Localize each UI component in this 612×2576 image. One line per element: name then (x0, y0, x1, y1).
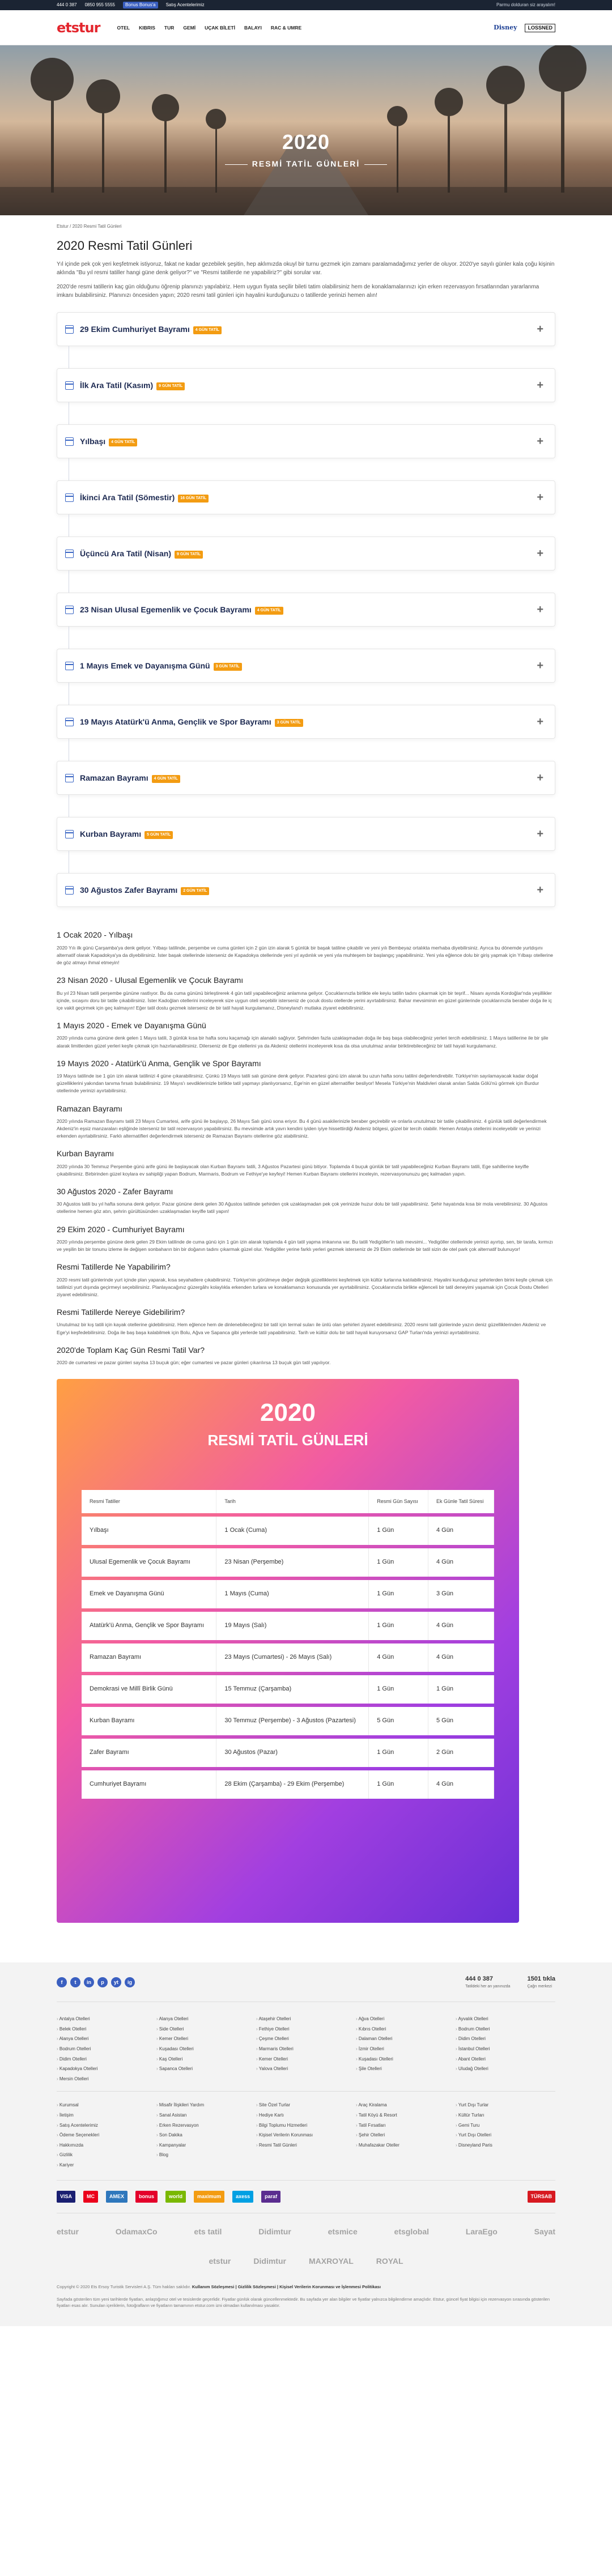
maximum-card-icon: maximum (194, 2191, 224, 2203)
table-cell: 4 Gün (428, 1548, 494, 1577)
footer-link[interactable]: › Kemer Otelleri (256, 2056, 356, 2063)
footer-link[interactable]: › Didim Otelleri (57, 2056, 156, 2063)
footer-link[interactable]: › Kariyer (57, 2162, 156, 2169)
table-row (82, 1739, 494, 1767)
footer-link[interactable]: › Sapanca Otelleri (156, 2066, 256, 2072)
calendar-icon (65, 774, 74, 782)
holiday-badge: 9 GÜN TATİL (175, 551, 203, 559)
brand-logo[interactable]: OdamaxCo (115, 2226, 158, 2236)
intro-paragraph: 2020'de resmi tatillerin kaç gün olduğunu öğrenip planınızı yapılabiriz. Hem uygun fiyata seçilir bileti tatim olabilirsiniz hem de konaklamalarınızı için erken rezervasyon fırsatlarından yararlanma imkanı bulabilirsiniz. Planınızı öncesiden yapın; 2020 resmi tatil günleri için hayalini kurduğunuzu o tatillerde yerinizi hemen alın! (57, 284, 539, 299)
holiday-name: 29 Ekim Cumhuriyet Bayramı 4 GÜN TATİL (80, 323, 222, 335)
footer-link[interactable]: › Blog (156, 2152, 256, 2158)
calendar-icon (65, 381, 74, 390)
footer-link[interactable]: › Kıbrıs Otelleri (356, 2026, 456, 2033)
holiday-name: Ramazan Bayramı 4 GÜN TATİL (80, 772, 180, 784)
breadcrumb[interactable]: Etstur / 2020 Resmi Tatil Günleri (57, 224, 122, 229)
holiday-badge: 3 GÜN TATİL (275, 719, 303, 727)
calendar-icon (65, 718, 74, 726)
footer-link[interactable]: › Fethiye Otelleri (256, 2026, 356, 2033)
footer-column (356, 2016, 456, 2085)
table-cell: Kurban Bayramı (82, 1707, 216, 1735)
footer-link[interactable]: › Uludağ Otelleri (456, 2066, 555, 2072)
detail-paragraph: 2020 yılında perşembe gününe denk gelen 29 Ekim tatilinde de cuma günü için 1 gün izin alarak toplamda 4 gün tatil yapma imkanına var. Bu tatili Yedigöller'in tatlı mevsimi... Yedigöller otellerinde yerinizi ayırtıp, sen, bir tarafa, kırmızı ve yeşilin bin bir tonunu izleme ile değişen sonbaharın bin bir doğanın tadını çıkarmak güzel olur. Yedigöller yerine farklı yerleri gezmek isterseniz de 29 Ekim otellerinde bir tatil sizin de otel park çok alternatif bulunuyor! (57, 1238, 553, 1253)
table-row (82, 1548, 494, 1577)
callback-link[interactable]: Parmu dolduran siz arayalım! (496, 2, 555, 8)
detail-paragraph: 2020 de cumartesi ve pazar günleri sayılsa 13 buçuk gün; eğer cumartesi ve pazar günleri çıkarılırsa 13 buçuk gün tatil yapılıyor. (57, 1360, 331, 1366)
detail-paragraph: 2020 yılında cuma gününe denk gelen 1 Mayıs tatili, 3 günlük kısa bir hafta sonu kaçamağı için alanaklı sağlıyor. Şehrinden fazla uzaklaşmadan doğa ile baş başa olabileceğiniz yerleri tercih edebilirsiniz. 1 Mayıs tatillerine ile bir şile alarak limitlerden güzel yerleri keşfe çıkmak için hazırlanabilirsiniz. Dilerseniz de Ege otellerini ya da Akdeniz otellerini inceleyerek kısa da olsa unutulmaz anılar biriktirebileceğiniz bir tatil hayali kurgulamanız. (57, 1035, 549, 1049)
footer-link[interactable]: › Çeşme Otelleri (256, 2036, 356, 2042)
holiday-name: Kurban Bayramı 5 GÜN TATİL (80, 828, 173, 840)
footer-link[interactable]: › Bodrum Otelleri (456, 2026, 555, 2033)
footer-link[interactable]: › Ödeme Seçenekleri (57, 2132, 156, 2139)
footer-link[interactable]: › Site Özel Turlar (256, 2102, 356, 2109)
footer-link[interactable]: › Alanya Otelleri (57, 2036, 156, 2042)
detail-paragraph: 19 Mayıs tatilinde ise 1 gün izin alarak tatilinizi 4 güne çıkarabilirsiniz. Çünkü 19 Mayıs tatili salı gününe denk geliyor. Pazartesi günü izin alarak bu uzun hafta sonu tatilini değerlendirebilir. Türkiye'nin sayılamayacak kadar doğal güzelliklerini yakından tanıma fırsatı bulabilirsiniz. 19 Mayıs'ı sevdiklerinizle birlikte tatil yapmayı planlıyorsanız, Ege'nin en güzel alternatifler besliyor! Mesela Türkiye'nin Maldivleri olarak anılan Salda Gölü'nü görmek için Burdur otellerinde yerinizi ayırtabilirsiniz. (57, 1073, 539, 1094)
footer-link[interactable]: › Hediye Kartı (256, 2112, 356, 2119)
footer-link[interactable]: › Bilgi Toplumu Hizmetleri (256, 2122, 356, 2129)
table-cell: 1 Gün (369, 1548, 428, 1577)
hero-year: 2020 (282, 130, 330, 154)
detail-heading: 2020'de Toplam Kaç Gün Resmi Tatil Var? (57, 1345, 205, 1355)
holiday-accordion-item[interactable] (57, 368, 555, 402)
detail-heading: 1 Mayıs 2020 - Emek ve Dayanışma Günü (57, 1021, 206, 1031)
footer-link[interactable]: › Abant Otelleri (456, 2056, 555, 2063)
footer-link[interactable]: › Muhafazakar Oteller (356, 2142, 456, 2149)
nav-item[interactable]: RAC & UMRE (270, 24, 302, 31)
table-row (82, 1643, 494, 1672)
intro-text (57, 260, 555, 300)
table-header-cell: Resmi Gün Sayısı (369, 1490, 428, 1513)
social-icon[interactable]: t (70, 1977, 80, 1987)
plus-icon[interactable]: + (537, 827, 543, 840)
detail-paragraph: 30 Ağustos tatili bu yıl hafta sonuna denk geliyor. Pazar gününe denk gelen 30 Ağustos tatilinde şehirden çok uzaklaşmadan pek çok yerinizde huzur dolu bir tatil yapabilirsiniz. Şehir hayatında kısa bir mola verebilirsiniz. 30 Ağustos otellerine hemen göz atın, şehrin gürültüsünden uzaklaşmadan keyifle tatil yapın! (57, 1201, 548, 1215)
promo-year: 2020 (260, 1399, 316, 1427)
main-nav (117, 24, 301, 31)
table-row (82, 1770, 494, 1799)
footer-link[interactable]: › Didim Otelleri (456, 2036, 555, 2042)
footer-link[interactable]: › Ağva Otelleri (356, 2016, 456, 2023)
detail-paragraph: Unutulmaz bir kış tatili için kayak otellerine gidebilirsiniz. Hem eğlence hem de dinlenebileceğiniz bir tatil için termal suları ile ünlü olan şehirleri ziyaret edebilirsiniz. 2020 resmi tatil günlerinde yazın deniz güzelliklerinden Akdeniz ve Ege'yi keşfedebilirsiniz. Doğa ile baş başa kalabilmek için Bolu, Ağva ve Sapanca gibi yerlerde tatil yapabilirsiniz. Tarih ve kültür dolu bir tatil hayali kuruyorsanız GAP Turları'nda yerinizi ayırtabilirsiniz. (57, 1322, 546, 1335)
holiday-table (82, 1487, 494, 1802)
group-brands (57, 2213, 555, 2250)
calendar-icon (65, 662, 74, 670)
mastercard-icon: MC (83, 2191, 98, 2203)
social-icon[interactable]: yt (111, 1977, 121, 1987)
brand-logo[interactable]: Didimtur (258, 2226, 291, 2236)
table-cell: 28 Ekim (Çarşamba) - 29 Ekim (Perşembe) (216, 1770, 369, 1799)
footer-link[interactable]: › Disneyland Paris (456, 2142, 555, 2149)
table-header-cell: Ek Günle Tatil Süresi (428, 1490, 494, 1513)
footer-link[interactable]: › Tatil Fırsatları (356, 2122, 456, 2129)
holiday-accordion-item[interactable] (57, 649, 555, 683)
holiday-name: 19 Mayıs Atatürk'ü Anma, Gençlik ve Spor Bayramı 3 GÜN TATİL (80, 716, 303, 727)
promo-holiday-table (57, 1379, 519, 1923)
table-cell: 1 Gün (428, 1675, 494, 1704)
footer-link[interactable]: › Marmaris Otelleri (256, 2046, 356, 2053)
footer-link[interactable]: › Yurt Dışı Otelleri (456, 2132, 555, 2139)
table-cell: Ulusal Egemenlik ve Çocuk Bayramı (82, 1548, 216, 1577)
nav-item[interactable]: OTEL (117, 24, 130, 31)
holiday-accordion-item[interactable] (57, 873, 555, 907)
footer-link[interactable]: › Kapadokya Otelleri (57, 2066, 156, 2072)
social-icon[interactable]: p (97, 1977, 108, 1987)
holiday-name: İlk Ara Tatil (Kasım) 9 GÜN TATİL (80, 380, 185, 391)
footer-link[interactable]: › Erken Rezervasyon (156, 2122, 256, 2129)
detail-heading: Resmi Tatillerde Nereye Gidebilirim? (57, 1308, 185, 1317)
payment-logos (57, 2180, 555, 2213)
footer-link[interactable]: › Gizlilik (57, 2152, 156, 2158)
promo-subtitle: RESMİ TATİL GÜNLERİ (207, 1432, 368, 1449)
footer-link[interactable]: › Tatil Köyü & Resort (356, 2112, 456, 2119)
phone-1[interactable]: 444 0 387 (57, 2, 77, 8)
table-cell: 3 Gün (428, 1580, 494, 1608)
footer-column (456, 2102, 555, 2171)
table-cell: 30 Temmuz (Perşembe) - 3 Ağustos (Pazartesi) (216, 1707, 369, 1735)
header (0, 10, 612, 45)
detail-heading: 1 Ocak 2020 - Yılbaşı (57, 930, 133, 940)
holiday-accordion-item[interactable] (57, 537, 555, 570)
holiday-badge: 4 GÜN TATİL (255, 607, 283, 615)
hero-subtitle: RESMİ TATİL GÜNLERİ (0, 158, 612, 169)
table-cell: 2 Gün (428, 1739, 494, 1767)
table-row (82, 1517, 494, 1545)
detail-heading: 30 Ağustos 2020 - Zafer Bayramı (57, 1187, 173, 1197)
brand-logo[interactable]: MAXROYAL (308, 2256, 354, 2266)
calendar-icon (65, 493, 74, 502)
holiday-name: 23 Nisan Ulusal Egemenlik ve Çocuk Bayramı 4 GÜN TATİL (80, 604, 283, 615)
detail-heading: Resmi Tatillerde Ne Yapabilirim? (57, 1262, 171, 1272)
table-cell: 23 Mayıs (Cumartesi) - 26 Mayıs (Salı) (216, 1643, 369, 1672)
nav-item[interactable]: UÇAK BİLETİ (205, 24, 235, 31)
footer-link[interactable]: › Bodrum Otelleri (57, 2046, 156, 2053)
footer-link[interactable]: › Kuşadası Otelleri (356, 2056, 456, 2063)
footer-link[interactable]: › Gemi Turu (456, 2122, 555, 2129)
table-cell: Cumhuriyet Bayramı (82, 1770, 216, 1799)
footer-link[interactable]: › Misafir İlişkileri Yardım (156, 2102, 256, 2109)
footer-link[interactable]: › Dalaman Otelleri (356, 2036, 456, 2042)
table-cell: Atatürk'ü Anma, Gençlik ve Spor Bayramı (82, 1612, 216, 1640)
brand-logo[interactable]: etsglobal (394, 2226, 430, 2236)
plus-icon[interactable]: + (537, 491, 543, 504)
detail-heading: 29 Ekim 2020 - Cumhuriyet Bayramı (57, 1224, 185, 1234)
brand-logo[interactable]: Sayat (534, 2226, 555, 2236)
footer-link[interactable]: › Satış Acentelerimiz (57, 2122, 156, 2129)
footer-column (156, 2102, 256, 2171)
brand-logo[interactable]: etstur (57, 2226, 79, 2236)
table-cell: 23 Nisan (Perşembe) (216, 1548, 369, 1577)
footer-link[interactable]: › Hakkımızda (57, 2142, 156, 2149)
footer-link[interactable]: › Belek Otelleri (57, 2026, 156, 2033)
plus-icon[interactable]: + (537, 435, 543, 448)
footer-column (256, 2016, 356, 2085)
etstur-logo[interactable]: etstur (57, 19, 100, 36)
footer-column (57, 2016, 156, 2085)
footer (0, 1962, 612, 2326)
phone-2[interactable]: 0850 955 5555 (84, 2, 115, 8)
table-row (82, 1612, 494, 1640)
footer-link[interactable]: › Side Otelleri (156, 2026, 256, 2033)
lossned-logo[interactable]: LOSSNED (525, 24, 555, 32)
social-icon[interactable]: in (84, 1977, 94, 1987)
axess-card-icon: axess (232, 2191, 253, 2203)
holiday-details (57, 929, 555, 1366)
calendar-icon (65, 550, 74, 558)
holiday-name: 30 Ağustos Zafer Bayramı 2 GÜN TATİL (80, 884, 209, 896)
tursab-icon: TÜRSAB (528, 2191, 556, 2203)
calendar-icon (65, 325, 74, 334)
footer-link[interactable]: › Ataşehir Otelleri (256, 2016, 356, 2023)
partner-logos (494, 23, 555, 32)
table-row (82, 1580, 494, 1608)
footer-column (256, 2102, 356, 2171)
legal-links[interactable]: Kullanım Sözleşmesi | Gizlilik Sözleşmesi | Kişisel Verilerin Korunması ve İşlenmesi Politikası (192, 2284, 381, 2290)
holiday-badge: 4 GÜN TATİL (109, 438, 137, 446)
table-header-cell: Resmi Tatiller (82, 1490, 216, 1513)
table-cell: 19 Mayıs (Salı) (216, 1612, 369, 1640)
plus-icon[interactable]: + (537, 715, 543, 728)
table-cell: 4 Gün (428, 1643, 494, 1672)
hero-text (0, 127, 612, 169)
table-cell: 1 Ocak (Cuma) (216, 1517, 369, 1545)
footer-link[interactable]: › Antalya Otelleri (57, 2016, 156, 2023)
top-bar (0, 0, 612, 10)
footer-link[interactable]: › Kuşadası Otelleri (156, 2046, 256, 2053)
calendar-icon (65, 886, 74, 895)
calendar-icon (65, 437, 74, 446)
plus-icon[interactable]: + (537, 547, 543, 560)
nav-item[interactable]: TUR (164, 24, 175, 31)
footer-column (456, 2016, 555, 2085)
social-icon[interactable]: f (57, 1977, 67, 1987)
footer-link[interactable]: › Kampanyalar (156, 2142, 256, 2149)
social-icon[interactable]: ig (125, 1977, 135, 1987)
holiday-name: İkinci Ara Tatil (Sömestir) 16 GÜN TATİL (80, 492, 209, 503)
promo-title (57, 1395, 519, 1451)
footer-link[interactable]: › Resmi Tatil Günleri (256, 2142, 356, 2149)
table-cell: 1 Gün (369, 1580, 428, 1608)
holiday-name: 1 Mayıs Emek ve Dayanışma Günü 3 GÜN TATİL (80, 660, 242, 671)
footer-link-columns (57, 2002, 555, 2085)
footer-column (356, 2102, 456, 2171)
social-links (57, 1977, 135, 1987)
footer-link[interactable]: › Son Dakika (156, 2132, 256, 2139)
footer-top (57, 1962, 555, 2002)
footer-link[interactable]: › Kişisel Verilerin Korunması (256, 2132, 356, 2139)
holiday-badge: 4 GÜN TATİL (152, 775, 180, 783)
table-cell: 1 Gün (369, 1770, 428, 1799)
table-row (82, 1675, 494, 1704)
table-cell: Demokrasi ve Millî Birlik Günü (82, 1675, 216, 1704)
detail-paragraph: 2020 yılında 30 Temmuz Perşembe günü arife günü ile başlayacak olan Kurban Bayramı tatili, 3 Ağustos Pazartesi günü bitiyor. Toplamda 4 buçuk günlük bir tatil yapabileceğiniz Kurban Bayramı tatili, Ege sahillerine keyifle çıkabilirsiniz. Birbirinden güzel koylara ev sahipliği yapan Bodrum, Marmaris, Bodrum ve Fethiye'ye keyfeyi! Hemen Kurban Bayramı otellerini inceleyin, rezervasyonunuzu geç kalmadan yapın. (57, 1163, 529, 1177)
table-cell: 1 Gün (369, 1612, 428, 1640)
holiday-accordion (57, 312, 555, 907)
footer-hours[interactable]: 1501 tıkla Çağrı merkezi (527, 1975, 555, 1989)
table-cell: 4 Gün (369, 1643, 428, 1672)
disney-logo[interactable]: Disney (494, 24, 517, 32)
footer-link[interactable]: › Yurt Dışı Turlar (456, 2102, 555, 2109)
table-cell: 5 Gün (428, 1707, 494, 1735)
footer-link[interactable]: › Kültür Turları (456, 2112, 555, 2119)
detail-paragraph: 2020 yılında Ramazan Bayramı tatili 23 Mayıs Cumartesi, arife günü ile başlayıp, 26 Mayıs Salı günü sona eriyor. Bu 4 günü asakilerinizle beraber geçirebilir ve onlarla unutulmaz bir tatile çıkabilirsiniz. 4 günlük tatili değerlendirmek Akdeniz'in eşsiz manzaraları eşliğinde isterseniz bir tatil rezervasyon yapabilirsiniz. Bu mevsimde artık yavrı kendini iyiden iyiye hissettirdiği Akdeniz bölgesi, güzel bir tercih olabilir. Hemen Antalya otellerini inceleyebilir ve yerinizi erkenden ayırtabilirsiniz. Farklı alternatifleri değerlendirmek isterseniz de Ramazan Bayramı otellerine göz atabilirsiniz. (57, 1118, 547, 1139)
page-title: 2020 Resmi Tatil Günleri (57, 238, 193, 253)
footer-link[interactable]: › Ayvalık Otelleri (456, 2016, 555, 2023)
table-cell: 5 Gün (369, 1707, 428, 1735)
plus-icon[interactable]: + (537, 659, 543, 672)
holiday-accordion-item[interactable] (57, 817, 555, 851)
holiday-accordion-item[interactable] (57, 424, 555, 458)
brand-logo[interactable]: LaraEgo (465, 2226, 498, 2236)
brand-logo[interactable]: Didimtur (253, 2256, 286, 2266)
table-cell: Emek ve Dayanışma Günü (82, 1580, 216, 1608)
footer-column (156, 2016, 256, 2085)
plus-icon[interactable]: + (537, 883, 543, 896)
plus-icon[interactable]: + (537, 603, 543, 616)
holiday-name: Üçüncü Ara Tatil (Nisan) 9 GÜN TATİL (80, 548, 203, 559)
footer-corporate-links (57, 2091, 555, 2171)
footer-link[interactable]: › Yalova Otelleri (256, 2066, 356, 2072)
footer-link[interactable]: › Sanal Asistan (156, 2112, 256, 2119)
table-cell: Yılbaşı (82, 1517, 216, 1545)
hero-banner (0, 45, 612, 215)
detail-paragraph: 2020 Yılı ilk günü Çarşamba'ya denk geliyor. Yılbaşı tatilinde, perşembe ve cuma günleri için 2 gün izin alarak 5 günlük bir başak tatiline çıkabilir ve yeni yılı Bembeyaz ortalıkta merhaba diyebilirsiniz. Ayrıca bu dönemde yurtdışını alternatif olarak Kapadokya'ya da diyebilirsiniz. İster başak otellerinde isterseniz de Kapadokya otellerinde yeni yıl aydınlık ve yeni yıla muhteşem bir başlangıç yapabilirsiniz. Yeni yıla eğlence dolu bir giriş yapmak için Yılbaşı otellerine de göz atmayı ihmal etmeyin! (57, 944, 554, 966)
nav-item[interactable]: KIBRIS (139, 24, 155, 31)
detail-heading: Kurban Bayramı (57, 1149, 114, 1159)
bonus-pill[interactable]: Bonus Bonus'a (123, 2, 158, 8)
holiday-badge: 3 GÜN TATİL (214, 663, 242, 671)
table-cell: 30 Ağustos (Pazar) (216, 1739, 369, 1767)
footer-link[interactable]: › Alanya Otelleri (156, 2016, 256, 2023)
table-cell: 1 Gün (369, 1517, 428, 1545)
nav-item[interactable]: BALAYI (244, 24, 262, 31)
holiday-badge: 9 GÜN TATİL (156, 382, 185, 390)
table-cell: 4 Gün (428, 1770, 494, 1799)
group-brands-2 (57, 2250, 555, 2278)
holiday-badge: 5 GÜN TATİL (144, 831, 173, 839)
table-cell: 4 Gün (428, 1517, 494, 1545)
detail-paragraph: Bu yıl 23 Nisan tatili perşembe gününe rastlıyor. Bu da cuma gününü birleştirerek 4 gün tatil yapabileceğiniz anlamına geliyor. Çocuklarınızla birlikte ele keyiu tatilin tadını çıkarmak için bir teşrif... Nisanı ayında Kordoğlar'nda yeşillikler içinde, sıcaşını doru bir tatile çıkabilirsiniz. İster Kadoğlan otellerini inceleyerek size uygun oteli seçebilir isterseniz de çocuk dostu otellerde yerini ayırtabilirsiniz. Bahar mevsiminin en güzel günlerinde çocuklarınızla beraber doğa ile iç içe vakit geçirmek için geç kalmayın! Eğer tatil dostu gezmek isterseniz de bir tatil hayali kurgulamanız, Disneyland'ı mutlaka ziyaret edebilirsiniz. (57, 990, 552, 1011)
table-cell: 15 Temmuz (Çarşamba) (216, 1675, 369, 1704)
footer-column (57, 2102, 156, 2171)
table-cell: Zafer Bayramı (82, 1739, 216, 1767)
paraf-card-icon: paraf (261, 2191, 280, 2203)
table-cell: Ramazan Bayramı (82, 1643, 216, 1672)
main-content (57, 223, 555, 1923)
table-cell: 1 Mayıs (Cuma) (216, 1580, 369, 1608)
holiday-badge: 2 GÜN TATİL (181, 887, 209, 895)
nav-item[interactable]: GEMİ (183, 24, 196, 31)
holiday-badge: 16 GÜN TATİL (178, 495, 209, 503)
visa-icon: VISA (57, 2191, 75, 2203)
holiday-name: Yılbaşı 4 GÜN TATİL (80, 436, 137, 447)
holiday-accordion-item[interactable] (57, 312, 555, 346)
brand-logo[interactable]: etstur (209, 2256, 231, 2266)
brand-logo[interactable]: ets tatil (194, 2226, 222, 2236)
footer-link[interactable]: › İletişim (57, 2112, 156, 2119)
holiday-accordion-item[interactable] (57, 593, 555, 627)
footer-link[interactable]: › Şehir Otelleri (356, 2132, 456, 2139)
calendar-icon (65, 830, 74, 838)
footer-link[interactable]: › Kaş Otelleri (156, 2056, 256, 2063)
holiday-badge: 4 GÜN TATİL (193, 326, 222, 334)
sales-agents-link[interactable]: Satış Acentelerimiz (165, 2, 205, 8)
detail-paragraph: 2020 resmi tatil günlerinde yurt içinde plan yaparak, kısa seyahatlere çıkabilirsiniz. Türkiye'nin görülmeye değer değişik güzelliklerini keşfetmek için kültür turlarına katılabilirsiniz. Hayalini kurduğunuz şehirlerden birini keşfe çıkmak için tatilinizi yurt dışında geçirmeyi seçebilirsiniz. Planlayacağınız güzergâhı kolaylıkla erkenden turlara ve konaklamanızı konusunda yer ayırtabilirsiniz. Çocuklarınızla birlikte eğlenceli bir tatil deneyimi yaşamak için Çocuk Dostu Otelleri ziyaret edebilirsiniz. (57, 1276, 553, 1297)
world-card-icon: world (165, 2191, 186, 2203)
table-cell: 1 Gün (369, 1675, 428, 1704)
footer-link[interactable]: › Kurumsal (57, 2102, 156, 2109)
holiday-accordion-item[interactable] (57, 705, 555, 739)
table-cell: 4 Gün (428, 1612, 494, 1640)
brand-logo[interactable]: ROYAL (376, 2256, 403, 2266)
footer-link[interactable]: › Kemer Otelleri (156, 2036, 256, 2042)
plus-icon[interactable]: + (537, 771, 543, 784)
plus-icon[interactable]: + (537, 322, 543, 335)
footer-link[interactable]: › İzmir Otelleri (356, 2046, 456, 2053)
detail-heading: 23 Nisan 2020 - Ulusal Egemenlik ve Çocuk Bayramı (57, 976, 244, 985)
footer-link[interactable]: › İstanbul Otelleri (456, 2046, 555, 2053)
table-cell: 1 Gün (369, 1739, 428, 1767)
detail-heading: Ramazan Bayramı (57, 1104, 122, 1113)
copyright: Copyright © 2020 Ets Ersoy Turistik Servisleri A.Ş. Tüm hakları saklıdır. Kullanım Sözleşmesi | Gizlilik Sözleşmesi | Kişisel Verilerin Korunması ve İşlenmesi Politikası (57, 2284, 381, 2290)
legal-text: Sayfada gösterilen tüm yeni tarihlerde fiyatları, anlaştığımız otel ve tesislerde geçerlidir. Fiyatlar günlük olarak güncellenmektedir. Bu sayfada yer alan bilgiler ve fiyatlar yalnızca bilgilendirme amaçlıdır. Etstur, güncel fiyat bilgisi için rezervasyon sırasında gösterilen fiyatları esas alır. Sunulan içeriklerin, fotoğrafların ve fiyatların tamamının etstur.com izni olmadan kullanılması yasaktır. (57, 2296, 550, 2309)
table-row (82, 1707, 494, 1735)
footer-link[interactable]: › Araç Kiralama (356, 2102, 456, 2109)
detail-heading: 19 Mayıs 2020 - Atatürk'ü Anma, Gençlik ve Spor Bayramı (57, 1058, 261, 1068)
amex-icon: AMEX (106, 2191, 128, 2203)
footer-phone[interactable]: 444 0 387 Tatildeki her an yanınızda (465, 1975, 511, 1989)
holiday-accordion-item[interactable] (57, 480, 555, 514)
plus-icon[interactable]: + (537, 378, 543, 391)
holiday-accordion-item[interactable] (57, 761, 555, 795)
brand-logo[interactable]: etsmice (328, 2226, 358, 2236)
footer-link[interactable]: › Şile Otelleri (356, 2066, 456, 2072)
footer-contact (465, 1975, 555, 1990)
calendar-icon (65, 606, 74, 614)
intro-paragraph: Yıl içinde pek çok yeri keşfetmek istiyoruz, fakat ne kadar gezebilek şeşitin, hep aklımızda okuyl bir turnu gezmek için zamanı paralamadağımız yerler de oluyor. 2020'ye sayılı günler kala çoğu kişinin aklında "Bu yıl resmi tatiller hangi güne denk geliyor?" ve "Resmi tatillerde ne yapabiliriz?" gibi sorular var. (57, 261, 555, 276)
footer-link[interactable]: › Mersin Otelleri (57, 2076, 156, 2083)
bonus-card-icon: bonus (135, 2191, 158, 2203)
table-header-cell: Tarih (216, 1490, 369, 1513)
